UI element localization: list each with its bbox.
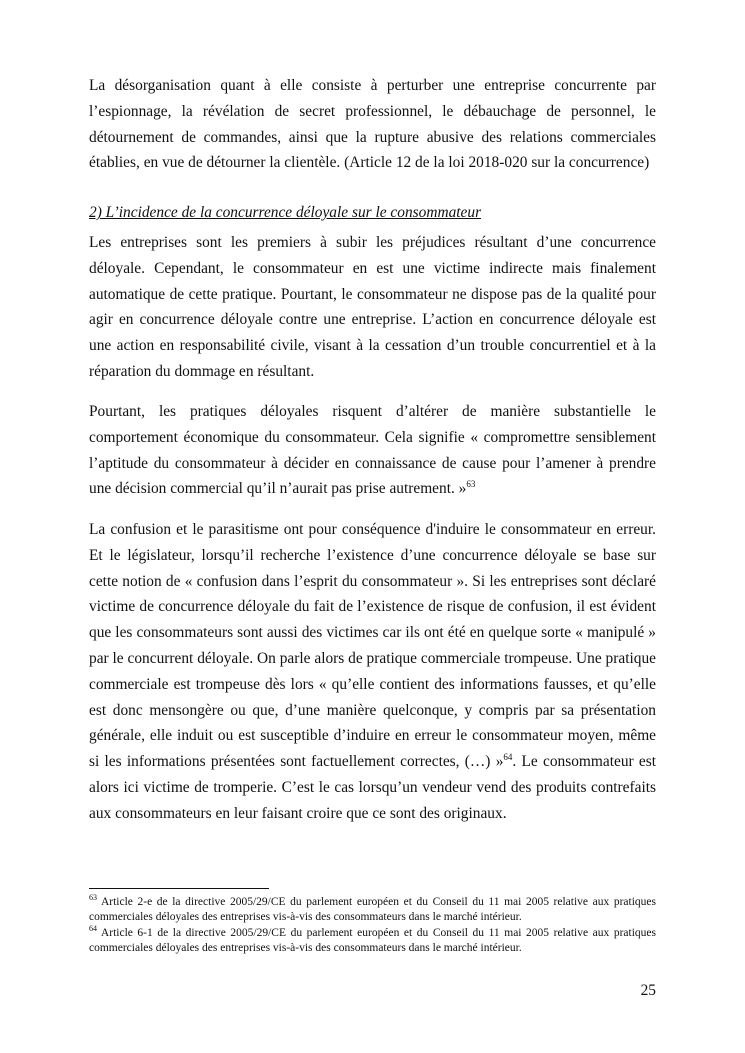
- paragraph-confusion-text-1: La confusion et le parasitisme ont pour conséquence d'induire le consommateur en erreur. Et le législateur, lorsqu’il recherche l’existence d’une concurrence déloyale se base sur cette notion de « confusion dans l’esprit du consommateur ». Si les entreprises sont déclaré victime de concurrence déloyale du fait de l’existence de risque de confusion, il est évident que les consommateurs sont aussi des victimes car ils ont été en quelque sorte « manipulé » par le concurrent déloyale. On parle alors de pratique commerciale trompeuse. Une pratique commerciale est trompeuse dès lors « qu’elle contient des informations fausses, et qu’elle est donc mensongère ou que, d’une manière quelconque, y compris par sa présentation générale, elle induit ou est susceptible d’induire en erreur le consommateur moyen, même si les informations présentées sont factuellement correctes, (…) »: [89, 521, 656, 771]
- footnote-text: Article 2-e de la directive 2005/29/CE du parlement européen et du Conseil du 11 mai 2005 relative aux pratiques commerciales déloyales des entreprises vis-à-vis des consommateurs dans le marché intérieur.: [89, 896, 656, 923]
- footnote-number: 63: [89, 893, 97, 903]
- paragraph-confusion-text-2: . Le consommateur est alors ici victime de tromperie. C’est le cas lorsqu’un vendeur vend des produits contrefaits aux consommateurs en leur faisant croire que ce sont des originaux.: [89, 753, 657, 822]
- footnote-number: 64: [89, 924, 97, 934]
- section-heading: 2) L’incidence de la concurrence déloyale sur le consommateur: [89, 204, 482, 221]
- footnote-ref-64: 64: [503, 752, 513, 763]
- paragraph-economic-behavior-text: Pourtant, les pratiques déloyales risquent d’altérer de manière substantielle le comportement économique du consommateur. Cela signifie « compromettre sensiblement l’aptitude du consommateur à décider en connaissance de cause pour l’amener à prendre une décision commercial qu’il n’aurait pas prise autrement. »: [89, 403, 656, 498]
- page-number: 25: [640, 982, 656, 999]
- footnote-text: Article 6-1 de la directive 2005/29/CE du parlement européen et du Conseil du 11 mai 2005 relative aux pratiques commerciales déloyales des entreprises vis-à-vis des consommateurs dans le marché intérieur.: [89, 927, 656, 954]
- footnote-63: [89, 895, 656, 925]
- paragraph-victims: Les entreprises sont les premiers à subir les préjudices résultant d’une concurrence déloyale. Cependant, le consommateur en est une victime indirecte mais finalement automatique de cette pratique. Pourtant, le consommateur ne dispose pas de la qualité pour agir en concurrence déloyale contre une entreprise. L’action en concurrence déloyale est une action en responsabilité civile, visant à la cessation d’un trouble concurrentiel et à la réparation du dommage en résultant.: [89, 234, 656, 380]
- paragraph-confusion: [89, 517, 656, 827]
- paragraph-economic-behavior: [89, 399, 656, 502]
- footnote-64: [89, 926, 656, 956]
- footnote-ref-63: 63: [466, 479, 476, 490]
- footnote-separator: [89, 888, 269, 889]
- paragraph-desorganisation: La désorganisation quant à elle consiste à perturber une entreprise concurrente par l’espionnage, la révélation de secret professionnel, le débauchage de personnel, le détournement de commandes, ainsi que la rupture abusive des relations commerciales établies, en vue de détourner la clientèle. (Article 12 de la loi 2018-020 sur la concurrence): [89, 77, 656, 172]
